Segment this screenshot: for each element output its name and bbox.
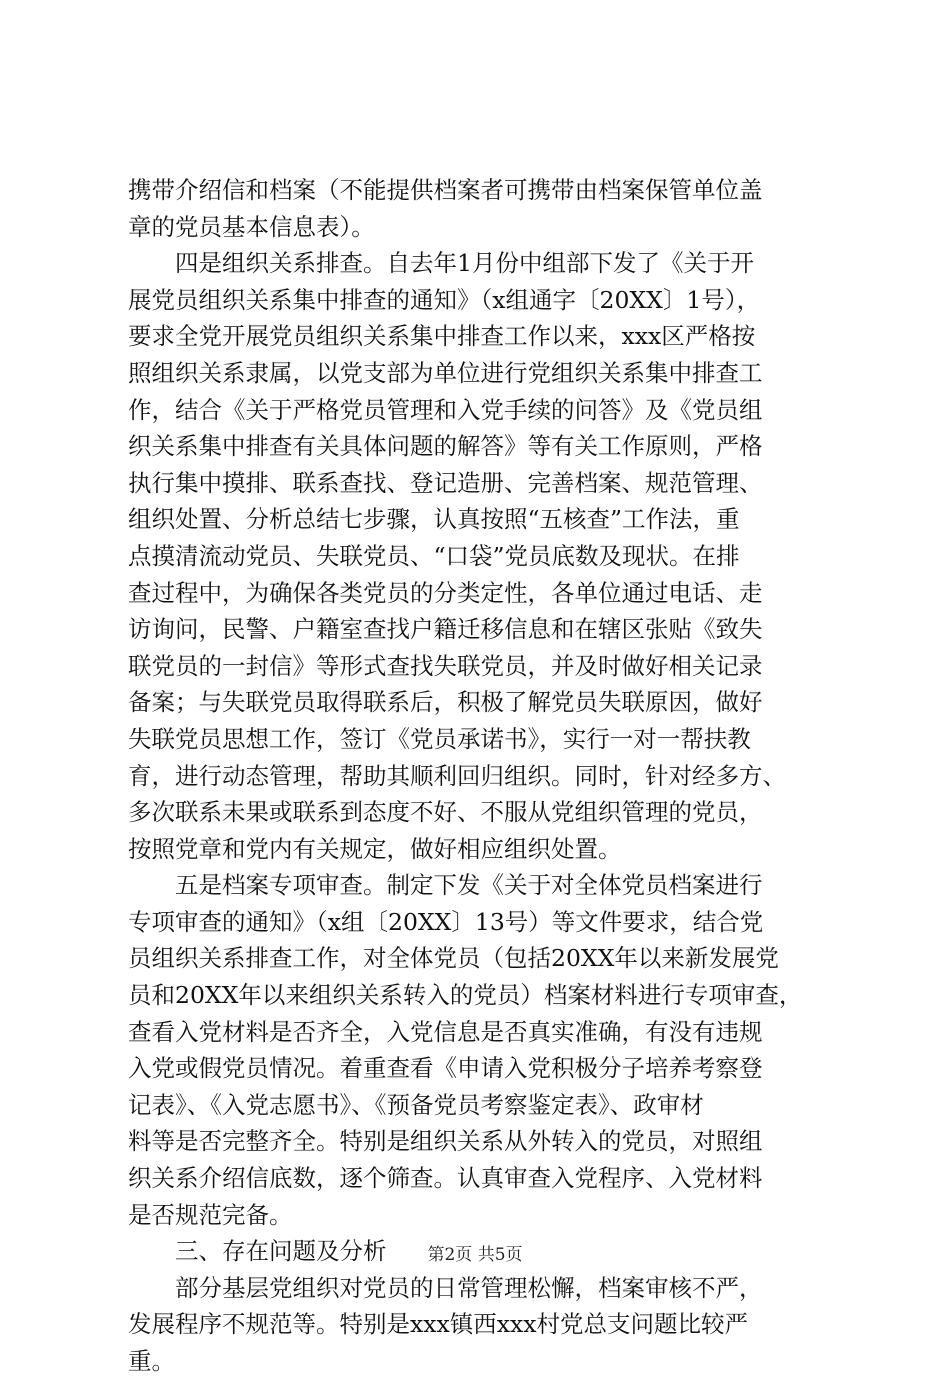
- text-line: 五是档案专项审查。制定下发《关于对全体党员档案进行: [128, 871, 763, 900]
- text-line: 料等是否完整齐全。特别是组织关系从外转入的党员，对照组: [128, 1127, 763, 1156]
- text-line: 查过程中，为确保各类党员的分类定性，各单位通过电话、走: [128, 578, 763, 607]
- text-line: 作，结合《关于严格党员管理和入党手续的问答》及《党员组: [128, 395, 763, 424]
- page-footer: 第2页 共5页: [427, 1245, 523, 1265]
- section-heading: 三、存在问题及分析: [128, 1237, 387, 1266]
- text-line: 携带介绍信和档案（不能提供档案者可携带由档案保管单位盖: [128, 176, 763, 204]
- text-line: 访询问，民警、户籍室查找户籍迁移信息和在辖区张贴《致失: [128, 615, 763, 644]
- text-line: 织关系集中排查有关具体问题的解答》等有关工作原则，严格: [128, 432, 763, 461]
- text-line: 要求全党开展党员组织关系集中排查工作以来，xxx区严格按: [128, 322, 756, 351]
- text-line: 联党员的一封信》等形式查找失联党员，并及时做好相关记录: [128, 651, 763, 680]
- text-line: 组织处置、分析总结七步骤，认真按照“五核查”工作法，重: [128, 505, 740, 534]
- text-line: 育，进行动态管理，帮助其顺利回归组织。同时，针对经多方、: [128, 761, 786, 790]
- text-line: 发展程序不规范等。特别是xxx镇西xxx村党总支问题比较严: [128, 1310, 749, 1339]
- text-line: 员组织关系排查工作，对全体党员（包括20XX年以来新发展党: [128, 944, 779, 973]
- text-line: 照组织关系隶属，以党支部为单位进行党组织关系集中排查工: [128, 358, 763, 387]
- text-line: 执行集中摸排、联系查找、登记造册、完善档案、规范管理、: [128, 468, 763, 497]
- document-body: [128, 172, 858, 1380]
- text-line: 四是组织关系排查。自去年1月份中组部下发了《关于开: [128, 249, 754, 278]
- text-line: 备案；与失联党员取得联系后，积极了解党员失联原因，做好: [128, 688, 763, 717]
- text-line: 失联党员思想工作，签订《党员承诺书》，实行一对一帮扶教: [128, 724, 751, 753]
- text-line: 员和20XX年以来组织关系转入的党员）档案材料进行专项审查，: [128, 981, 803, 1010]
- text-line: 入党或假党员情况。着重查看《申请入党积极分子培养考察登: [128, 1054, 763, 1083]
- text-line: 展党员组织关系集中排查的通知》（x组通字〔20XX〕1号），: [128, 285, 761, 314]
- text-line: 是否规范完备。: [128, 1200, 293, 1229]
- text-line: 章的党员基本信息表）。: [128, 212, 375, 241]
- text-line: 专项审查的通知》（x组〔20XX〕13号）等文件要求，结合党: [128, 907, 764, 936]
- text-line: 点摸清流动党员、失联党员、“口袋”党员底数及现状。在排: [128, 541, 740, 570]
- text-line: 多次联系未果或联系到态度不好、不服从党组织管理的党员，: [128, 798, 763, 827]
- text-line: 部分基层党组织对党员的日常管理松懈，档案审核不严，: [128, 1273, 763, 1302]
- text-line: 按照党章和党内有关规定，做好相应组织处置。: [128, 834, 622, 863]
- text-line: 记表》、《入党志愿书》、《预备党员考察鉴定表》、政审材: [128, 1090, 704, 1119]
- text-line: 查看入党材料是否齐全，入党信息是否真实准确，有没有违规: [128, 1017, 763, 1046]
- text-line: 织关系介绍信底数，逐个筛查。认真审查入党程序、入党材料: [128, 1164, 763, 1193]
- text-line: 重。: [128, 1347, 175, 1375]
